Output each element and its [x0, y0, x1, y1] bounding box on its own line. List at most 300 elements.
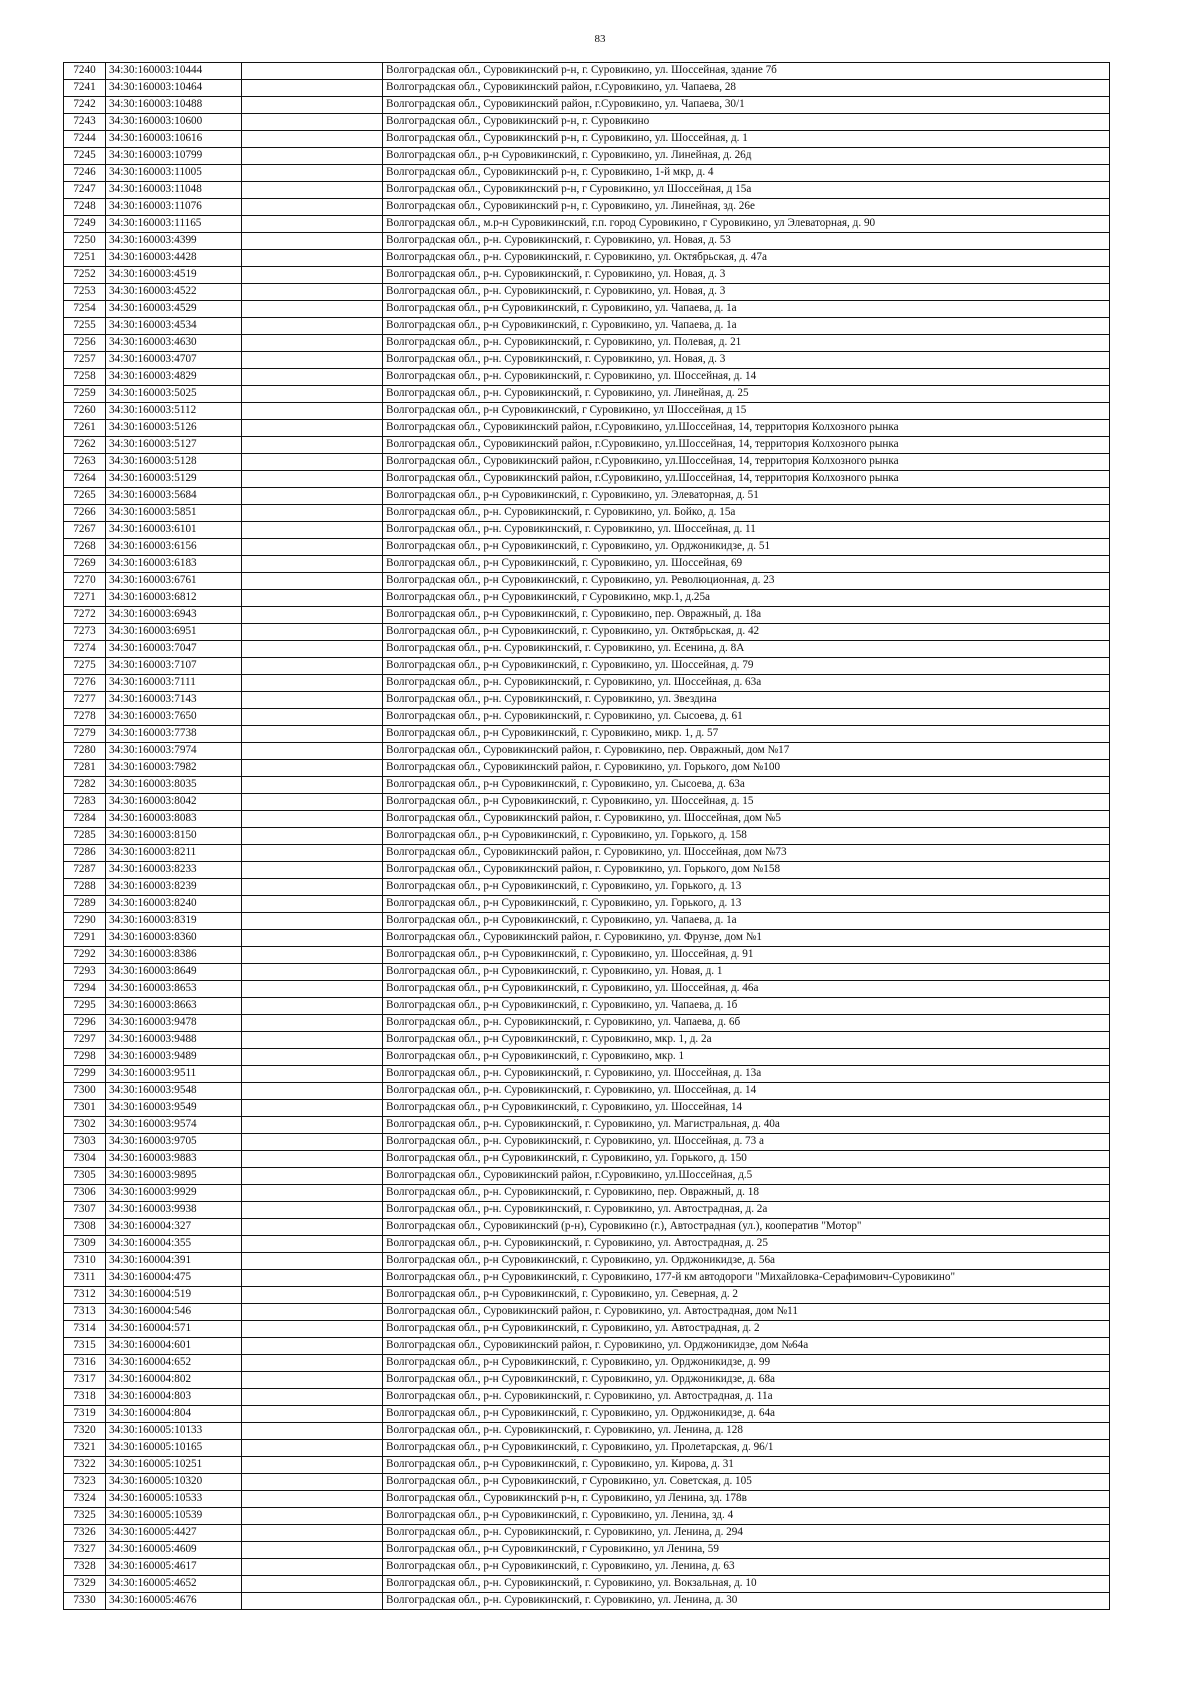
- cadastral-number-cell: 34:30:160003:8649: [106, 964, 242, 981]
- table-row: [64, 267, 1110, 284]
- table-row: [64, 233, 1110, 250]
- table-row: [64, 726, 1110, 743]
- row-number-cell: 7250: [64, 233, 106, 250]
- row-number-cell: 7276: [64, 675, 106, 692]
- row-number-cell: 7305: [64, 1168, 106, 1185]
- empty-cell: [242, 437, 383, 454]
- row-number-cell: 7263: [64, 454, 106, 471]
- table-row: [64, 318, 1110, 335]
- cadastral-number-cell: 34:30:160003:5851: [106, 505, 242, 522]
- cadastral-number-cell: 34:30:160003:6943: [106, 607, 242, 624]
- cadastral-number-cell: 34:30:160003:4829: [106, 369, 242, 386]
- row-number-cell: 7244: [64, 131, 106, 148]
- table-row: [64, 131, 1110, 148]
- cadastral-number-cell: 34:30:160003:10444: [106, 63, 242, 80]
- table-row: [64, 879, 1110, 896]
- cadastral-number-cell: 34:30:160003:4630: [106, 335, 242, 352]
- row-number-cell: 7280: [64, 743, 106, 760]
- address-cell: Волгоградская обл., Суровикинский район, г.Суровикино, ул.Шоссейная, 14, территория Колхозного рынка: [383, 420, 1110, 437]
- address-cell: Волгоградская обл., р-н. Суровикинский, г. Суровикино, ул. Шоссейная, д. 63а: [383, 675, 1110, 692]
- cadastral-number-cell: 34:30:160004:355: [106, 1236, 242, 1253]
- cadastral-number-cell: 34:30:160004:804: [106, 1406, 242, 1423]
- cadastral-number-cell: 34:30:160003:9883: [106, 1151, 242, 1168]
- row-number-cell: 7293: [64, 964, 106, 981]
- cadastral-number-cell: 34:30:160003:4519: [106, 267, 242, 284]
- empty-cell: [242, 879, 383, 896]
- row-number-cell: 7269: [64, 556, 106, 573]
- empty-cell: [242, 1219, 383, 1236]
- empty-cell: [242, 539, 383, 556]
- cadastral-number-cell: 34:30:160003:5127: [106, 437, 242, 454]
- row-number-cell: 7287: [64, 862, 106, 879]
- empty-cell: [242, 641, 383, 658]
- table-row: [64, 845, 1110, 862]
- address-cell: Волгоградская обл., р-н. Суровикинский, г. Суровикино, ул. Полевая, д. 21: [383, 335, 1110, 352]
- empty-cell: [242, 114, 383, 131]
- empty-cell: [242, 165, 383, 182]
- empty-cell: [242, 1202, 383, 1219]
- table-row: [64, 641, 1110, 658]
- cadastral-number-cell: 34:30:160003:7111: [106, 675, 242, 692]
- table-row: [64, 913, 1110, 930]
- address-cell: Волгоградская обл., м.р-н Суровикинский, г.п. город Суровикино, г Суровикино, ул Элеваторная, д. 90: [383, 216, 1110, 233]
- cadastral-number-cell: 34:30:160003:10799: [106, 148, 242, 165]
- address-cell: Волгоградская обл., Суровикинский район, г.Суровикино, ул. Чапаева, 30/1: [383, 97, 1110, 114]
- table-row: [64, 1457, 1110, 1474]
- empty-cell: [242, 199, 383, 216]
- cadastral-number-cell: 34:30:160003:10600: [106, 114, 242, 131]
- empty-cell: [242, 998, 383, 1015]
- address-cell: Волгоградская обл., р-н Суровикинский, г. Суровикино, ул. Сысоева, д. 63а: [383, 777, 1110, 794]
- table-row: [64, 301, 1110, 318]
- empty-cell: [242, 420, 383, 437]
- address-cell: Волгоградская обл., р-н. Суровикинский, г. Суровикино, ул. Шоссейная, д. 73 а: [383, 1134, 1110, 1151]
- table-row: [64, 148, 1110, 165]
- table-row: [64, 1423, 1110, 1440]
- address-cell: Волгоградская обл., р-н Суровикинский, г. Суровикино, ул. Чапаева, д. 1а: [383, 318, 1110, 335]
- address-cell: Волгоградская обл., р-н. Суровикинский, г. Суровикино, ул. Автострадная, д. 11а: [383, 1389, 1110, 1406]
- cadastral-number-cell: 34:30:160003:7107: [106, 658, 242, 675]
- row-number-cell: 7303: [64, 1134, 106, 1151]
- cadastral-number-cell: 34:30:160003:9549: [106, 1100, 242, 1117]
- table-row: [64, 1593, 1110, 1610]
- table-row: [64, 1559, 1110, 1576]
- empty-cell: [242, 1542, 383, 1559]
- empty-cell: [242, 862, 383, 879]
- table-row: [64, 488, 1110, 505]
- cadastral-number-cell: 34:30:160005:4609: [106, 1542, 242, 1559]
- row-number-cell: 7312: [64, 1287, 106, 1304]
- row-number-cell: 7304: [64, 1151, 106, 1168]
- property-table-body: [64, 63, 1110, 1610]
- table-row: [64, 403, 1110, 420]
- address-cell: Волгоградская обл., р-н Суровикинский, г. Суровикино, ул. Линейная, д. 26д: [383, 148, 1110, 165]
- table-row: [64, 216, 1110, 233]
- empty-cell: [242, 1321, 383, 1338]
- address-cell: Волгоградская обл., р-н Суровикинский, г. Суровикино, ул. Чапаева, д. 1б: [383, 998, 1110, 1015]
- address-cell: Волгоградская обл., р-н. Суровикинский, г. Суровикино, ул. Вокзальная, д. 10: [383, 1576, 1110, 1593]
- table-row: [64, 828, 1110, 845]
- cadastral-number-cell: 34:30:160003:4428: [106, 250, 242, 267]
- row-number-cell: 7320: [64, 1423, 106, 1440]
- address-cell: Волгоградская обл., Суровикинский район, г. Суровикино, ул. Шоссейная, дом №5: [383, 811, 1110, 828]
- table-row: [64, 1015, 1110, 1032]
- empty-cell: [242, 1083, 383, 1100]
- cadastral-number-cell: 34:30:160005:4652: [106, 1576, 242, 1593]
- row-number-cell: 7311: [64, 1270, 106, 1287]
- address-cell: Волгоградская обл., р-н. Суровикинский, г. Суровикино, ул. Шоссейная, д. 11: [383, 522, 1110, 539]
- row-number-cell: 7267: [64, 522, 106, 539]
- empty-cell: [242, 1593, 383, 1610]
- cadastral-number-cell: 34:30:160003:8083: [106, 811, 242, 828]
- address-cell: Волгоградская обл., Суровикинский р-н, г. Суровикино: [383, 114, 1110, 131]
- empty-cell: [242, 352, 383, 369]
- address-cell: Волгоградская обл., р-н Суровикинский, г. Суровикино, ул. Шоссейная, 69: [383, 556, 1110, 573]
- address-cell: Волгоградская обл., р-н Суровикинский, г. Суровикино, ул. Революционная, д. 23: [383, 573, 1110, 590]
- address-cell: Волгоградская обл., р-н Суровикинский, г. Суровикино, ул. Горького, д. 13: [383, 879, 1110, 896]
- cadastral-number-cell: 34:30:160003:9895: [106, 1168, 242, 1185]
- empty-cell: [242, 777, 383, 794]
- row-number-cell: 7316: [64, 1355, 106, 1372]
- empty-cell: [242, 1355, 383, 1372]
- row-number-cell: 7300: [64, 1083, 106, 1100]
- empty-cell: [242, 1372, 383, 1389]
- empty-cell: [242, 1117, 383, 1134]
- cadastral-number-cell: 34:30:160003:8386: [106, 947, 242, 964]
- empty-cell: [242, 233, 383, 250]
- row-number-cell: 7278: [64, 709, 106, 726]
- table-row: [64, 182, 1110, 199]
- cadastral-number-cell: 34:30:160003:5025: [106, 386, 242, 403]
- address-cell: Волгоградская обл., р-н Суровикинский, г. Суровикино, ул. Чапаева, д. 1а: [383, 913, 1110, 930]
- cadastral-number-cell: 34:30:160003:6761: [106, 573, 242, 590]
- table-row: [64, 811, 1110, 828]
- address-cell: Волгоградская обл., р-н Суровикинский, г. Суровикино, 177-й км автодороги "Михайловка-Серафимович-Суровикино": [383, 1270, 1110, 1287]
- row-number-cell: 7308: [64, 1219, 106, 1236]
- row-number-cell: 7294: [64, 981, 106, 998]
- table-row: [64, 998, 1110, 1015]
- row-number-cell: 7285: [64, 828, 106, 845]
- address-cell: Волгоградская обл., р-н Суровикинский, г. Суровикино, ул. Орджоникидзе, д. 99: [383, 1355, 1110, 1372]
- empty-cell: [242, 1525, 383, 1542]
- row-number-cell: 7240: [64, 63, 106, 80]
- table-row: [64, 1117, 1110, 1134]
- empty-cell: [242, 590, 383, 607]
- address-cell: Волгоградская обл., Суровикинский район, г. Суровикино, ул. Горького, дом №100: [383, 760, 1110, 777]
- empty-cell: [242, 148, 383, 165]
- address-cell: Волгоградская обл., Суровикинский р-н, г Суровикино, ул Шоссейная, д 15а: [383, 182, 1110, 199]
- empty-cell: [242, 760, 383, 777]
- table-row: [64, 97, 1110, 114]
- empty-cell: [242, 624, 383, 641]
- row-number-cell: 7247: [64, 182, 106, 199]
- row-number-cell: 7298: [64, 1049, 106, 1066]
- table-row: [64, 947, 1110, 964]
- table-row: [64, 250, 1110, 267]
- row-number-cell: 7252: [64, 267, 106, 284]
- cadastral-number-cell: 34:30:160005:10251: [106, 1457, 242, 1474]
- cadastral-number-cell: 34:30:160003:11165: [106, 216, 242, 233]
- cadastral-number-cell: 34:30:160003:4707: [106, 352, 242, 369]
- empty-cell: [242, 522, 383, 539]
- table-row: [64, 1474, 1110, 1491]
- cadastral-number-cell: 34:30:160003:6101: [106, 522, 242, 539]
- address-cell: Волгоградская обл., Суровикинский район, г. Суровикино, ул. Орджоникидзе, дом №64а: [383, 1338, 1110, 1355]
- address-cell: Волгоградская обл., р-н Суровикинский, г. Суровикино, ул. Северная, д. 2: [383, 1287, 1110, 1304]
- address-cell: Волгоградская обл., р-н Суровикинский, г. Суровикино, мкр. 1, д. 2а: [383, 1032, 1110, 1049]
- address-cell: Волгоградская обл., Суровикинский (р-н), Суровикино (г.), Автострадная (ул.), кооператив "Мотор": [383, 1219, 1110, 1236]
- cadastral-number-cell: 34:30:160004:652: [106, 1355, 242, 1372]
- table-row: [64, 760, 1110, 777]
- row-number-cell: 7251: [64, 250, 106, 267]
- address-cell: Волгоградская обл., р-н. Суровикинский, г. Суровикино, ул. Звездина: [383, 692, 1110, 709]
- row-number-cell: 7292: [64, 947, 106, 964]
- table-row: [64, 1355, 1110, 1372]
- address-cell: Волгоградская обл., Суровикинский район, г.Суровикино, ул. Чапаева, 28: [383, 80, 1110, 97]
- row-number-cell: 7330: [64, 1593, 106, 1610]
- table-row: [64, 1440, 1110, 1457]
- empty-cell: [242, 216, 383, 233]
- cadastral-number-cell: 34:30:160003:10464: [106, 80, 242, 97]
- address-cell: Волгоградская обл., р-н Суровикинский, г. Суровикино, ул. Орджоникидзе, д. 68а: [383, 1372, 1110, 1389]
- table-row: [64, 1321, 1110, 1338]
- row-number-cell: 7322: [64, 1457, 106, 1474]
- cadastral-number-cell: 34:30:160003:5112: [106, 403, 242, 420]
- empty-cell: [242, 658, 383, 675]
- cadastral-number-cell: 34:30:160003:9489: [106, 1049, 242, 1066]
- cadastral-number-cell: 34:30:160005:4676: [106, 1593, 242, 1610]
- row-number-cell: 7289: [64, 896, 106, 913]
- empty-cell: [242, 811, 383, 828]
- table-row: [64, 556, 1110, 573]
- address-cell: Волгоградская обл., Суровикинский район, г.Суровикино, ул.Шоссейная, 14, территория Колхозного рынка: [383, 437, 1110, 454]
- row-number-cell: 7258: [64, 369, 106, 386]
- table-row: [64, 471, 1110, 488]
- cadastral-number-cell: 34:30:160003:9938: [106, 1202, 242, 1219]
- row-number-cell: 7288: [64, 879, 106, 896]
- address-cell: Волгоградская обл., р-н Суровикинский, г. Суровикино, микр. 1, д. 57: [383, 726, 1110, 743]
- empty-cell: [242, 1270, 383, 1287]
- cadastral-number-cell: 34:30:160003:6951: [106, 624, 242, 641]
- cadastral-number-cell: 34:30:160003:9929: [106, 1185, 242, 1202]
- row-number-cell: 7248: [64, 199, 106, 216]
- address-cell: Волгоградская обл., р-н Суровикинский, г. Суровикино, ул. Шоссейная, д. 91: [383, 947, 1110, 964]
- table-row: [64, 573, 1110, 590]
- empty-cell: [242, 556, 383, 573]
- empty-cell: [242, 1423, 383, 1440]
- row-number-cell: 7272: [64, 607, 106, 624]
- empty-cell: [242, 1304, 383, 1321]
- empty-cell: [242, 1185, 383, 1202]
- empty-cell: [242, 1491, 383, 1508]
- row-number-cell: 7261: [64, 420, 106, 437]
- row-number-cell: 7264: [64, 471, 106, 488]
- address-cell: Волгоградская обл., р-н. Суровикинский, г. Суровикино, ул. Новая, д. 3: [383, 352, 1110, 369]
- property-table: [63, 62, 1110, 1610]
- cadastral-number-cell: 34:30:160003:4529: [106, 301, 242, 318]
- empty-cell: [242, 471, 383, 488]
- empty-cell: [242, 1168, 383, 1185]
- table-row: [64, 386, 1110, 403]
- row-number-cell: 7256: [64, 335, 106, 352]
- table-row: [64, 1253, 1110, 1270]
- cadastral-number-cell: 34:30:160004:802: [106, 1372, 242, 1389]
- address-cell: Волгоградская обл., р-н. Суровикинский, г. Суровикино, ул. Шоссейная, д. 13а: [383, 1066, 1110, 1083]
- address-cell: Волгоградская обл., р-н. Суровикинский, г. Суровикино, ул. Автострадная, д. 2а: [383, 1202, 1110, 1219]
- cadastral-number-cell: 34:30:160004:327: [106, 1219, 242, 1236]
- cadastral-number-cell: 34:30:160003:4522: [106, 284, 242, 301]
- table-row: [64, 1219, 1110, 1236]
- row-number-cell: 7326: [64, 1525, 106, 1542]
- row-number-cell: 7249: [64, 216, 106, 233]
- cadastral-number-cell: 34:30:160003:4534: [106, 318, 242, 335]
- table-row: [64, 1542, 1110, 1559]
- address-cell: Волгоградская обл., Суровикинский район, г.Суровикино, ул.Шоссейная, 14, территория Колхозного рынка: [383, 454, 1110, 471]
- address-cell: Волгоградская обл., р-н Суровикинский, г. Суровикино, ул. Орджоникидзе, д. 56а: [383, 1253, 1110, 1270]
- cadastral-number-cell: 34:30:160003:8663: [106, 998, 242, 1015]
- cadastral-number-cell: 34:30:160003:9574: [106, 1117, 242, 1134]
- cadastral-number-cell: 34:30:160003:6156: [106, 539, 242, 556]
- address-cell: Волгоградская обл., р-н Суровикинский, г. Суровикино, ул. Новая, д. 1: [383, 964, 1110, 981]
- table-row: [64, 114, 1110, 131]
- table-row: [64, 1389, 1110, 1406]
- table-row: [64, 199, 1110, 216]
- row-number-cell: 7286: [64, 845, 106, 862]
- row-number-cell: 7299: [64, 1066, 106, 1083]
- empty-cell: [242, 743, 383, 760]
- row-number-cell: 7243: [64, 114, 106, 131]
- cadastral-number-cell: 34:30:160004:601: [106, 1338, 242, 1355]
- table-row: [64, 709, 1110, 726]
- address-cell: Волгоградская обл., р-н. Суровикинский, г. Суровикино, ул. Ленина, д. 128: [383, 1423, 1110, 1440]
- row-number-cell: 7306: [64, 1185, 106, 1202]
- address-cell: Волгоградская обл., р-н Суровикинский, г. Суровикино, ул. Чапаева, д. 1а: [383, 301, 1110, 318]
- address-cell: Волгоградская обл., р-н Суровикинский, г. Суровикино, ул. Шоссейная, д. 46а: [383, 981, 1110, 998]
- row-number-cell: 7315: [64, 1338, 106, 1355]
- row-number-cell: 7310: [64, 1253, 106, 1270]
- empty-cell: [242, 1151, 383, 1168]
- table-row: [64, 369, 1110, 386]
- empty-cell: [242, 1100, 383, 1117]
- row-number-cell: 7257: [64, 352, 106, 369]
- empty-cell: [242, 1508, 383, 1525]
- address-cell: Волгоградская обл., р-н Суровикинский, г. Суровикино, пер. Овражный, д. 18а: [383, 607, 1110, 624]
- row-number-cell: 7328: [64, 1559, 106, 1576]
- row-number-cell: 7275: [64, 658, 106, 675]
- address-cell: Волгоградская обл., Суровикинский район, г. Суровикино, ул. Фрунзе, дом №1: [383, 930, 1110, 947]
- row-number-cell: 7302: [64, 1117, 106, 1134]
- table-row: [64, 743, 1110, 760]
- row-number-cell: 7329: [64, 1576, 106, 1593]
- empty-cell: [242, 947, 383, 964]
- address-cell: Волгоградская обл., Суровикинский р-н, г. Суровикино, ул. Линейная, зд. 26е: [383, 199, 1110, 216]
- address-cell: Волгоградская обл., р-н Суровикинский, г. Суровикино, ул. Горького, д. 158: [383, 828, 1110, 845]
- cadastral-number-cell: 34:30:160003:8211: [106, 845, 242, 862]
- cadastral-number-cell: 34:30:160003:11048: [106, 182, 242, 199]
- address-cell: Волгоградская обл., Суровикинский р-н, г. Суровикино, ул. Шоссейная, здание 7б: [383, 63, 1110, 80]
- cadastral-number-cell: 34:30:160005:10539: [106, 1508, 242, 1525]
- address-cell: Волгоградская обл., р-н. Суровикинский, г. Суровикино, ул. Магистральная, д. 40а: [383, 1117, 1110, 1134]
- empty-cell: [242, 1015, 383, 1032]
- table-row: [64, 539, 1110, 556]
- row-number-cell: 7296: [64, 1015, 106, 1032]
- table-row: [64, 1287, 1110, 1304]
- empty-cell: [242, 845, 383, 862]
- empty-cell: [242, 267, 383, 284]
- empty-cell: [242, 369, 383, 386]
- cadastral-number-cell: 34:30:160003:5129: [106, 471, 242, 488]
- table-row: [64, 1508, 1110, 1525]
- table-row: [64, 1270, 1110, 1287]
- row-number-cell: 7324: [64, 1491, 106, 1508]
- address-cell: Волгоградская обл., р-н. Суровикинский, г. Суровикино, ул. Чапаева, д. 6б: [383, 1015, 1110, 1032]
- empty-cell: [242, 709, 383, 726]
- address-cell: Волгоградская обл., р-н Суровикинский, г Суровикино, ул Ленина, 59: [383, 1542, 1110, 1559]
- address-cell: Волгоградская обл., р-н Суровикинский, г. Суровикино, ул. Пролетарская, д. 96/1: [383, 1440, 1110, 1457]
- cadastral-number-cell: 34:30:160003:6183: [106, 556, 242, 573]
- address-cell: Волгоградская обл., р-н Суровикинский, г. Суровикино, ул. Шоссейная, 14: [383, 1100, 1110, 1117]
- cadastral-number-cell: 34:30:160003:8233: [106, 862, 242, 879]
- address-cell: Волгоградская обл., р-н. Суровикинский, г. Суровикино, ул. Ленина, д. 30: [383, 1593, 1110, 1610]
- table-row: [64, 1576, 1110, 1593]
- empty-cell: [242, 386, 383, 403]
- table-row: [64, 352, 1110, 369]
- row-number-cell: 7259: [64, 386, 106, 403]
- empty-cell: [242, 335, 383, 352]
- row-number-cell: 7266: [64, 505, 106, 522]
- table-row: [64, 454, 1110, 471]
- row-number-cell: 7253: [64, 284, 106, 301]
- cadastral-number-cell: 34:30:160005:10320: [106, 1474, 242, 1491]
- cadastral-number-cell: 34:30:160003:9705: [106, 1134, 242, 1151]
- address-cell: Волгоградская обл., р-н. Суровикинский, г. Суровикино, ул. Есенина, д. 8А: [383, 641, 1110, 658]
- empty-cell: [242, 692, 383, 709]
- row-number-cell: 7327: [64, 1542, 106, 1559]
- row-number-cell: 7325: [64, 1508, 106, 1525]
- row-number-cell: 7271: [64, 590, 106, 607]
- empty-cell: [242, 1338, 383, 1355]
- table-row: [64, 930, 1110, 947]
- row-number-cell: 7279: [64, 726, 106, 743]
- empty-cell: [242, 794, 383, 811]
- cadastral-number-cell: 34:30:160003:5126: [106, 420, 242, 437]
- cadastral-number-cell: 34:30:160005:4427: [106, 1525, 242, 1542]
- cadastral-number-cell: 34:30:160003:8150: [106, 828, 242, 845]
- table-row: [64, 1134, 1110, 1151]
- table-row: [64, 692, 1110, 709]
- cadastral-number-cell: 34:30:160003:10616: [106, 131, 242, 148]
- table-row: [64, 1083, 1110, 1100]
- row-number-cell: 7317: [64, 1372, 106, 1389]
- row-number-cell: 7313: [64, 1304, 106, 1321]
- empty-cell: [242, 182, 383, 199]
- row-number-cell: 7281: [64, 760, 106, 777]
- empty-cell: [242, 1032, 383, 1049]
- table-row: [64, 607, 1110, 624]
- empty-cell: [242, 505, 383, 522]
- row-number-cell: 7307: [64, 1202, 106, 1219]
- table-row: [64, 1304, 1110, 1321]
- table-row: [64, 1406, 1110, 1423]
- address-cell: Волгоградская обл., Суровикинский район, г.Суровикино, ул.Шоссейная, д.5: [383, 1168, 1110, 1185]
- row-number-cell: 7297: [64, 1032, 106, 1049]
- row-number-cell: 7323: [64, 1474, 106, 1491]
- table-row: [64, 505, 1110, 522]
- row-number-cell: 7262: [64, 437, 106, 454]
- address-cell: Волгоградская обл., р-н Суровикинский, г. Суровикино, мкр. 1: [383, 1049, 1110, 1066]
- table-row: [64, 1032, 1110, 1049]
- empty-cell: [242, 964, 383, 981]
